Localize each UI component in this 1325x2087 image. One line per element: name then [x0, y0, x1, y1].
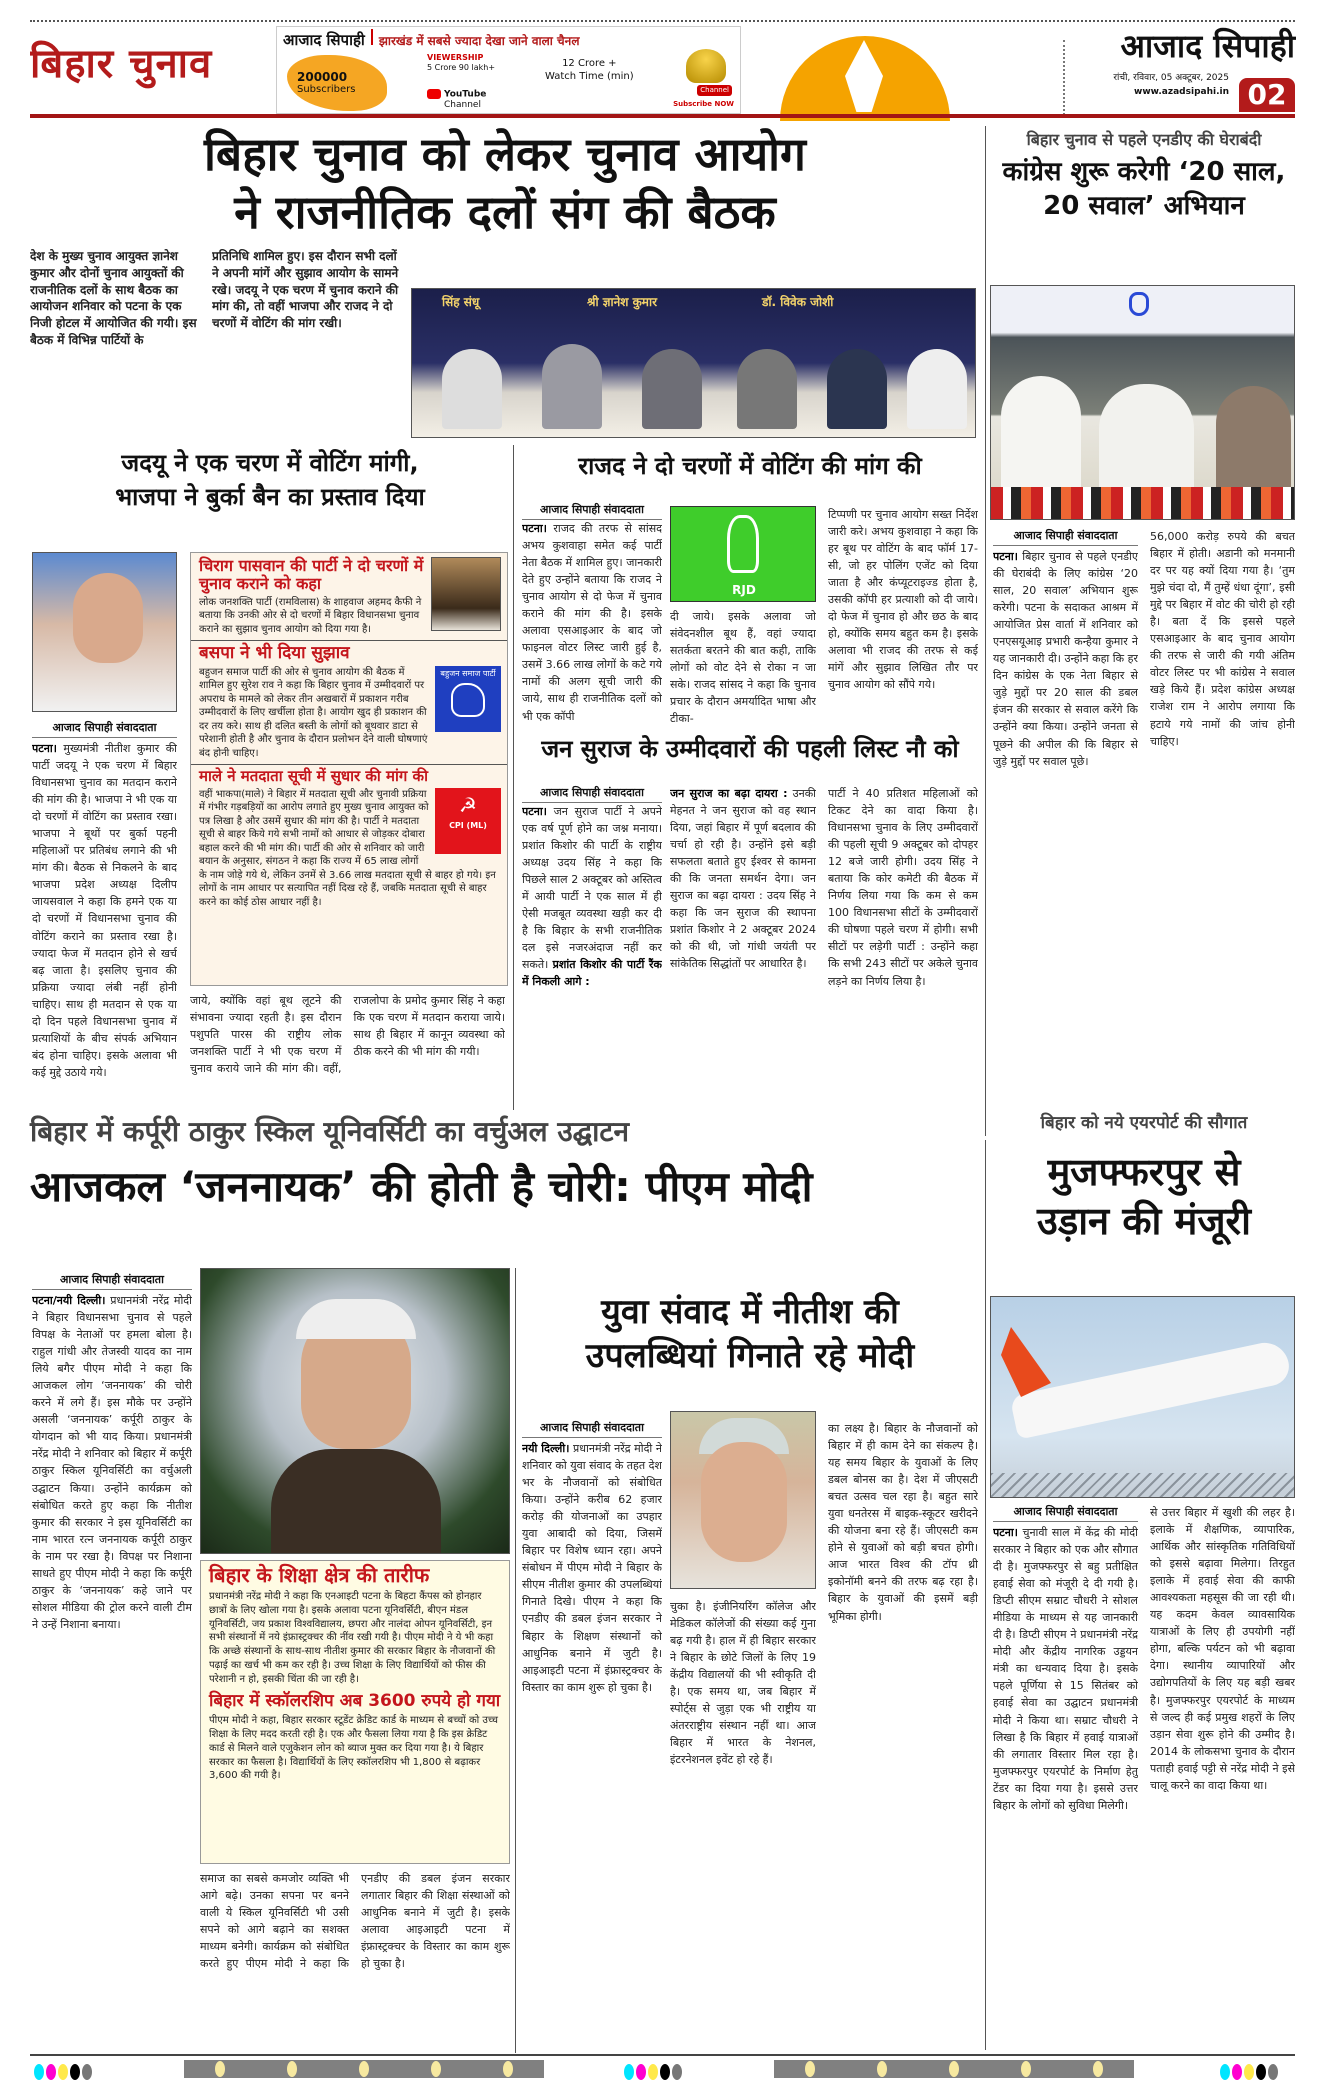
youth-body-col3: का लक्ष्य है। बिहार के नौजवानों को बिहार में ही काम देने का संकल्प है। यह समय बिहार के युवाओं के लिए डबल बोनस का है। देश में जीएसटी बचत उत्सव चल रहा है। बहुत सारे युवा धनतेरस में बाइक-स्कूटर खरीदने की योजना बना रहे हैं। जीएसटी कम होने से युवाओं को बड़ी बचत होगी। आज भारत विश्व की टॉप थ्री इकोनॉमी बनने की तरफ बढ़ रहा है। बिहार के युवाओं की इसमें बड़ी भूमिका होगी।	[828, 1422, 978, 1623]
masthead-rule	[30, 114, 1295, 118]
viewership	[427, 53, 495, 73]
jdu-byline: आजाद सिपाही संवाददाता	[32, 720, 177, 738]
footer-rule	[30, 2054, 1295, 2056]
jansuraj-col1-text: जन सुराज पार्टी ने अपने एक वर्ष पूर्ण होने का जश्न मनाया। प्रशांत किशोर की पार्टी के राष्ट्रीय अध्यक्ष उदय सिंह ने कहा कि पिछले साल 2 अक्टूबर को अस्तित्व में आयी पार्टी ने एक साल में ही ऐसी मजबूत व्यवस्था खड़ी कर दी है कि बिहार के सभी राजनीतिक दल इसे नजरअंदाज नहीं कर सकते।	[522, 805, 662, 972]
modi-kicker: बिहार में कर्पूरी ठाकुर स्किल यूनिवर्सिटी का वर्चुअल उद्घाटन	[30, 1115, 630, 1148]
chirag-paswan-photo	[431, 557, 501, 631]
airport-body-col2: से उत्तर बिहार में खुशी की लहर है। इलाके में शैक्षणिक, व्यापारिक, आर्थिक और सांस्कृतिक गतिविधियों को इससे बढ़ावा मिलेगा। तिरहुत इलाके में हवाई सेवा की काफी आवश्यकता महसूस की जा रही थी। यह कदम केवल व्यावसायिक यात्राओं के लिए ही उपयोगी नहीं होगा, बल्कि पर्यटन को भी बढ़ावा देगा। स्थानीय व्यापारियों और उद्योगपतियों के लिए यह बड़ी खबर है। मुजफ्फरपुर एयरपोर्ट के माध्यम से जल्द ही कई प्रमुख शहरों के लिए उड़ान सेवा शुरू होने की उम्मीद है। 2014 के लोकसभा चुनाव के दौरान पताही हवाई पट्टी से नरेंद्र मोदी ने इसे चालू करने का वादा किया था।	[1150, 1506, 1295, 1792]
congress-headline: कांग्रेस शुरू करेगी ‘20 साल, 20 सवाल’ अभियान	[1002, 157, 1286, 221]
rjd-logo-text: RJD	[732, 583, 756, 597]
viewership-label: VIEWERSHIP	[427, 53, 484, 62]
jdu-headline-line-2: भाजपा ने बुर्का बैन का प्रस्ताव दिया	[115, 482, 425, 511]
trophy-icon	[686, 49, 726, 83]
cpiml-hammer-sickle-logo	[435, 788, 501, 854]
airport-headline-line-1: मुजफ्फरपुर से	[1047, 1150, 1241, 1194]
subscriber-count	[297, 71, 355, 95]
viewership-value: 5 Crore 90 lakh+	[427, 63, 496, 72]
jdu-headline	[30, 447, 510, 514]
lead-intro-col2: प्रतिनिधि शामिल हुए। इस दौरान सभी दलों ने अपनी मांगें और सुझाव आयोग के सामने रखे। जदयू ने एक चरण में चुनाव कराने की मांग की, तो वहीं भाजपा और राजद ने दो चरणों में वोटिंग की मांग रखी।	[212, 249, 399, 331]
column-divider-modi	[515, 1268, 516, 2053]
column-divider-lower	[985, 1140, 986, 2050]
jansuraj-dateline: पटना।	[522, 805, 547, 818]
page-number: 02	[1239, 78, 1295, 112]
box-text-ljp: लोक जनशक्ति पार्टी (रामविलास) के शाहवाज अहमद कैफी ने बताया कि उनकी ओर से दो चरणों में बिहार विधानसभा चुनाव कराने का सुझाव चुनाव आयोग को दिया गया है।	[199, 596, 422, 635]
cpiml-logo-text: CPI (ML)	[449, 820, 487, 830]
box-text-cpiml	[199, 788, 501, 910]
box-section-ljp	[191, 553, 507, 640]
elephant-icon	[451, 683, 485, 717]
youth-headline-line-2: उपलब्धियां गिनाते रहे मोदी	[585, 1336, 915, 1377]
airport-col1-text: चुनावी साल में केंद्र की मोदी सरकार ने बिहार को एक और सौगात दी है। मुजफ्फरपुर से बहु प्रतीक्षित हवाई सेवा को मंजूरी दे दी गयी है। डिप्टी सीएम सम्राट चौधरी ने सोशल मीडिया के माध्यम से यह जानकारी दी है। डिप्टी सीएम ने प्रधानमंत्री नरेंद्र मोदी और केंद्रीय नागरिक उड्डयन मंत्री का धन्यवाद दिया है। इसके पहले पूर्णिया से 15 सितंबर को हवाई सेवा का उद्घाटन प्रधानमंत्री मोदी ने किया था। सम्राट चौधरी ने लिखा है कि बिहार में हवाई यात्राओं की लगातार विस्तार मिल रहा है। मुजफ्फरपुर एयरपोर्ट के निर्माण हेतु टेंडर का दिया गया है। इससे उत्तर बिहार के लोगों को सुविधा मिलेगी।	[993, 1526, 1138, 1812]
youth-byline: आजाद सिपाही संवाददाता	[522, 1420, 662, 1438]
scholarship-heading: बिहार में स्कॉलरशिप अब 3600 रुपये हो गया	[209, 1690, 501, 1711]
airport-dateline: पटना।	[993, 1526, 1018, 1539]
ad-tagline: झारखंड में सबसे ज्यादा देखा जाने वाला चैनल	[378, 34, 580, 48]
party-suggestions-box	[190, 552, 508, 986]
education-box	[200, 1560, 510, 1864]
jansuraj-body-col3: पार्टी ने 40 प्रतिशत महिलाओं को टिकट देने का वादा किया है। विधानसभा चुनाव के लिए उम्मीदवारों की पहली सूची 9 अक्टूबर को दोपहर 12 बजे जारी होगी। उदय सिंह ने बताया कि कोर कमेटी की बैठक में निर्णय लिया गया कि कम से कम 100 विधानसभा सीटों के उम्मीदवारों की घोषणा पहले चरण में होगी। सभी सीटों पर लड़ेगी पार्टी : उन्होंने कहा कि सभी 243 सीटों पर अकेले चुनाव लड़ने का निर्णय लिया है।	[828, 787, 978, 988]
election-commission-meeting-photo	[411, 288, 976, 438]
airport-headline	[993, 1148, 1295, 1247]
rjd-byline: आजाद सिपाही संवाददाता	[522, 502, 662, 520]
registration-bar-left	[184, 2060, 544, 2078]
congress-body-col2: 56,000 करोड़ रुपये की बचत बिहार में होती। अडानी को मनमानी दर पर यह क्यों दिया गया है। ‘तुम मुझे चंदा दो, मैं तुम्हें धंधा दूंगा’, इसी मुद्दे पर बिहार में वोट की चोरी हो रही है। बता दें कि इससे पहले एसआइआर के बाद चुनाव आयोग की तरफ से जारी की गयी अंतिम वोटर लिस्ट पर भी कांग्रेस ने सवाल खड़े किये हैं। प्रदेश कांग्रेस अध्यक्ष राजेश राम ने आरोप लगाया कि हटाये गये नामों की जांच होनी चाहिए।	[1150, 530, 1295, 748]
hammer-sickle-icon: ☭	[459, 792, 477, 817]
youth-body-col2: चुका है। इंजीनियरिंग कॉलेज और मेडिकल कॉलेजों की संख्या कई गुना बढ़ गयी है। हाल में ही बिहार सरकार ने बिहार के छोटे जिलों के लिए 19 केंद्रीय विद्यालयों की भी स्वीकृति दी है। एक समय था, जब बिहार में स्पोर्ट्स से जुड़ा एक भी राष्ट्रीय या अंतरराष्ट्रीय संस्थान नहीं था। आज बिहार में भारत के नेशनल, इंटरनेशनल इवेंट हो रहे हैं।	[670, 1600, 816, 1767]
photo-caption-2: श्री ज्ञानेश कुमार	[587, 295, 657, 309]
cmyk-marks-left	[34, 2064, 92, 2080]
jansuraj-col2-text: उनकी मेहनत ने जन सुराज को वह स्थान दिया, जहां बिहार में पूर्ण बदलाव की चर्चा हो रही है। उन्होंने इसे बड़ी सफलता बताते हुए ईश्वर से कामना की कि जनता समर्थन देगा। जन सुराज का बढ़ा दायरा : उदय सिंह ने कहा कि जन सुराज की स्थापना प्रशांत किशोर ने 2 अक्टूबर 2024 को की थी, जो गांधी जयंती पर सांकेतिक सिद्धांतों पर आधारित है।	[670, 787, 816, 971]
box-section-bsp	[191, 641, 507, 764]
jdu-headline-line-1: जदयू ने एक चरण में वोटिंग मांगी,	[121, 449, 419, 477]
jdu-body-text: मुख्यमंत्री नीतीश कुमार की पार्टी जदयू ने एक चरण में बिहार विधानसभा चुनाव का मतदान कराने की मांग की है। भाजपा ने भी एक या दो चरणों में वोटिंग का प्रस्ताव रखा। भाजपा ने बूथों पर बुर्का पहनी महिलाओं पर प्रतिबंध लगाने की भी मांग की। बैठक से निकलने के बाद भाजपा प्रदेश अध्यक्ष दिलीप जायसवाल ने कहा कि हमने एक या दो चरणों में विधानसभा चुनाव की वोटिंग कराने का प्रस्ताव रखा है। ज्यादा फेज में मतदान होने से खर्च बढ़ जाता है। इसलिए चुनाव की प्रक्रिया ज्यादा लंबी नहीं होनी चाहिए। साथ ही मतदान से एक या दो दिन पहले विधानसभा चुनाव में प्रत्याशियों के बीच संपर्क अभियान बंद होना चाहिए। इसके अलावा भी कई मुद्दे उठाये गये।	[32, 742, 177, 1079]
watch-time-value: 12 Crore +	[562, 58, 617, 69]
ad-header	[283, 29, 734, 50]
rjd-body-col3: टिप्पणी पर चुनाव आयोग सख्त निर्देश जारी करे। अभय कुशवाहा ने कहा कि हर बूथ पर वोटिंग के बाद फॉर्म 17-सी, जो हर पोलिंग एजेंट को दिया जाता है और कंप्यूटराइज्ड होता है, उसकी कॉपी हर प्रत्याशी को दी जाये। दो फेज में चुनाव हो और छठ के बाद हो, क्योंकि समय बहुत कम है। इसके अलावा भी राजद की तरफ से कई मांगें और सुझाव लिखित तौर पर चुनाव आयोग को सौंपे गये।	[828, 508, 978, 692]
box-section-cpiml	[191, 765, 507, 913]
congress-body-col1	[993, 548, 1138, 1128]
channel-badge: Channel	[697, 85, 732, 96]
masthead-divider	[1063, 40, 1065, 115]
date-text: रांची, रविवार, 05 अक्टूबर, 2025	[1113, 73, 1229, 83]
modi-tail: समाज का सबसे कमजोर व्यक्ति भी आगे बढ़े। उनका सपना पर बनने वाली ये स्किल यूनिवर्सिटी भी उसी सपने को आगे बढ़ाने का सशक्त माध्यम बनेगी। कार्यक्रम को संबोधित करते हुए पीएम मोदी ने कहा कि एनडीए की डबल इंजन सरकार लगातार बिहार की शिक्षा संस्थाओं को आधुनिक बनाने में जुटी है। इसके अलावा आइआइटी पटना में इंफ्रास्ट्रक्चर के विस्तार का काम शुरू हो चुका है।	[200, 1872, 510, 1971]
box-text-bsp: बहुजन समाज पार्टी की ओर से चुनाव आयोग की बैठक में शामिल हुए सुरेश राव ने कहा कि बिहार चुनाव में उम्मीदवारों पर अपराध के मामले को लेकर तीन अखबारों में प्रकाशन गरीब उम्मीदवारों के लिए खर्चीला होता है। आयोग खुद ही प्रकाशन की दर तय करे। साथ ही दलित बस्ती के लोगों को बूथवार डाटा से परेशानी होती है और चुनाव के दौरान प्रलोभन देने वाली घोषणाएं बंद होनी चाहिए।	[199, 666, 428, 759]
youth-dateline: नयी दिल्ली।	[522, 1442, 570, 1455]
airport-kicker: बिहार को नये एयरपोर्ट की सौगात	[1040, 1113, 1248, 1133]
ad-separator	[371, 29, 373, 45]
rjd-headline: राजद ने दो चरणों में वोटिंग की मांग की	[578, 452, 922, 480]
lantern-icon	[727, 515, 759, 573]
modi-dateline: पटना/नयी दिल्ली।	[32, 1294, 106, 1307]
congress-col1-text: बिहार चुनाव से पहले एनडीए की घेराबंदी के लिए कांग्रेस ‘20 साल, 20 सवाल’ अभियान शुरू करेगी। पटना के सदाकत आश्रम में आयोजित प्रेस वार्ता में शनिवार को एनएसयूआइ प्रभारी कन्हैया कुमार ने यह जानकारी दी। उन्होंने कहा कि हर दिन कांग्रेस के एक नेता बिहार से जुड़े मुद्दों पर 20 साल की डबल इंजन की सरकार से सवाल करेंगे कि उन्होंने क्या किया। उन्होंने जनता से पूछने की अपील की कि बिहार से जुड़े मुद्दों पर सवाल पूछे।	[993, 550, 1138, 768]
watch-time	[545, 57, 634, 83]
ad-brand: आजाद सिपाही	[283, 31, 365, 49]
rjd-body-col2: दी जाये। इसके अलावा जो संवेदनशील बूथ हैं, वहां ज्यादा सतर्कता बरतने की बात कही, ताकि लोगों को वोट देने से रोका न जा सके। राजद सांसद ने कहा कि चुनाव प्रचार के दौरान अमर्यादित भाषा और टीका-	[670, 610, 816, 726]
subscriber-number: 200000	[297, 70, 348, 84]
pm-modi-photo	[200, 1268, 510, 1554]
bsp-logo-text: बहुजन समाज पार्टी	[440, 668, 496, 678]
jansuraj-subhead-1: जन सुराज का बढ़ा दायरा :	[670, 787, 788, 800]
congress-dateline: पटना।	[993, 550, 1018, 563]
youth-headline-line-1: युवा संवाद में नीतीश की	[601, 1292, 899, 1332]
lead-headline	[30, 126, 980, 241]
nitish-kumar-photo	[32, 552, 177, 712]
jdu-dateline: पटना।	[32, 742, 57, 755]
cpiml-text: वहीं भाकपा(माले) ने बिहार में मतदाता सूची और चुनावी प्रक्रिया में गंभीर गड़बड़ियों का आरोप लगाते हुए मुख्य चुनाव आयुक्त को पत्र लिखा है और उसमें सुधार की मांग की है। पार्टी ने मतदाता सूची से बाहर किये गये सभी नामों को आधार से जोड़कर दोबारा बहाल करने की भी मांग की। पार्टी की ओर से शनिवार को जारी बयान के अनुसार, संगठन ने कहा कि राज्य में 65 लाख लोगों के नाम जोड़े गये थे, लेकिन उनमें से 3.66 लाख मतदाता सूची से बाहर हो गये। इन लोगों के नाम आधार पर सत्यापित नहीं दिख रहे हैं, जबकि मतदाता सूची से बाहर करने का कोई ठोस आधार नहीं है।	[199, 788, 496, 908]
youth-body-col1	[522, 1440, 662, 2052]
microphone-icon	[1129, 292, 1149, 316]
cmyk-marks-center	[624, 2064, 682, 2080]
modi-body	[32, 1292, 192, 2052]
jdu-tail: जाये, क्योंकि वहां बूथ लूटने की संभावना ज्यादा रहती है। इस दौरान पशुपति पारस की राष्ट्रीय लोक जनशक्ति पार्टी ने भी एक चरण में चुनाव कराये जाने की मांग की। वहीं, राजलोपा के प्रमोद कुमार सिंह ने कहा कि एक चरण में मतदान कराया जाये। साथ ही बिहार में कानून व्यवस्था को ठीक करने की भी मांग की गयी।	[190, 994, 505, 1076]
airport-headline-line-2: उड़ान की मंजूरी	[1037, 1199, 1251, 1244]
dateline	[1069, 72, 1229, 99]
lead-headline-line-1: बिहार चुनाव को लेकर चुनाव आयोग	[204, 127, 806, 181]
airport-byline: आजाद सिपाही संवाददाता	[993, 1504, 1138, 1522]
column-divider-mid	[513, 445, 514, 1110]
subscribe-now[interactable]: Subscribe NOW	[673, 100, 734, 108]
subscriber-label: Subscribers	[297, 84, 356, 96]
section-title: बिहार चुनाव	[30, 41, 213, 87]
bsp-elephant-logo	[435, 666, 501, 732]
lead-intro-col1: देश के मुख्य चुनाव आयुक्त ज्ञानेश कुमार और दोनों चुनाव आयुक्तों की राजनीतिक दलों के साथ बैठक का आयोजन शनिवार को पटना के एक निजी होटल में आयोजित की गयी। इस बैठक में विभिन्न पार्टियों के	[30, 249, 197, 347]
newspaper-brand: आजाद सिपाही	[1120, 27, 1295, 65]
congress-kicker: बिहार चुनाव से पहले एनडीए की घेराबंदी	[1026, 130, 1262, 149]
youtube-text: YouTube	[444, 89, 487, 100]
youtube-sub: Channel	[444, 100, 481, 111]
jansuraj-body-col1	[522, 803, 662, 1108]
modi-body-text: प्रधानमंत्री नरेंद्र मोदी ने बिहार विधानसभा चुनाव से पहले विपक्ष के नेताओं पर हमला बोला है। राहुल गांधी और तेजस्वी यादव का नाम लिये बगैर पीएम मोदी ने कहा कि आजकल लोग ‘जननायक’ की चोरी करने में लगे हैं। इस मौके पर उन्होंने असली ‘जननायक’ कर्पूरी ठाकुर के योगदान को भी याद किया। प्रधानमंत्री नरेंद्र मोदी ने शनिवार को बिहार में कर्पूरी ठाकुर स्किल यूनिवर्सिटी का वर्चुअली उद्घाटन किया। उन्होंने कार्यक्रम को संबोधित करते हुए कहा कि नीतीश कुमार की सरकार ने इस यूनिवर्सिटी का नाम भारत रत्न जननायक कर्पूरी ठाकुर के नाम पर रखा है। विपक्ष पर निशाना साधते हुए पीएम मोदी ने कहा कि कर्पूरी ठाकुर के ‘जननायक’ कहे जाने पर सोशल मीडिया की ट्रोल करने वाली टीम ने उन्हें निशाना बनाया।	[32, 1294, 192, 1631]
youth-headline	[520, 1290, 980, 1378]
rjd-col1-text: राजद की तरफ से सांसद अभय कुशवाहा समेत कई पार्टी नेता बैठक में शामिल हुए। जानकारी देते हुए उन्होंने बताया कि राजद ने चुनाव आयोग से दो फेज में चुनाव कराने की मांग की है। इसके अलावा एसआइआर के बाद जो फाइनल वोटर लिस्ट जारी हुई है, उसमें 3.66 लाख लोगों के कटे गये नामों की अलग सूची जारी की जाये, साथ ही राजनीतिक दलों को भी एक कॉपी	[522, 522, 662, 723]
youtube-channel-ad[interactable]	[276, 26, 741, 114]
jansuraj-subhead: प्रशांत किशोर की पार्टी रैंक में निकली आगे :	[522, 958, 662, 989]
registration-bar-right	[774, 2060, 1134, 2078]
box-heading-bsp: बसपा ने भी दिया सुझाव	[199, 643, 350, 664]
column-divider	[985, 126, 986, 1136]
rjd-dateline: पटना।	[522, 522, 547, 535]
youtube-icon	[427, 89, 441, 99]
rjd-body-col1	[522, 520, 662, 725]
modi-byline: आजाद सिपाही संवाददाता	[32, 1272, 192, 1290]
box-heading-cpiml: माले ने मतदाता सूची में सुधार की मांग की	[199, 767, 428, 786]
top-dotted-rule	[30, 20, 1295, 22]
photo-caption-3: डॉ. विवेक जोशी	[762, 295, 834, 309]
airport-body-col1	[993, 1524, 1138, 2052]
website-link[interactable]: www.azadsipahi.in	[1134, 86, 1229, 97]
youth-col1-text: प्रधानमंत्री नरेंद्र मोदी ने शनिवार को युवा संवाद के तहत देश भर के नौजवानों को संबोधित किया। उन्होंने करीब 62 हजार करोड़ की योजनाओं का उपहार युवा आबादी को दिया, जिसमें बिहार पर विशेष ध्यान रहा। अपने संबोधन में पीएम मोदी ने बिहार के सीएम नीतीश कुमार की उपलब्धियां गिनाते दिखे। पीएम ने कहा कि एनडीए की डबल इंजन सरकार ने बिहार के शिक्षण संस्थानों को आधुनिक बनाने में जुटी है। आइआइटी पटना में इंफ्रास्ट्रक्चर के विस्तार का काम शुरू हो चुका है।	[522, 1442, 662, 1694]
rjd-lantern-logo	[670, 506, 816, 602]
education-box-heading: बिहार के शिक्षा क्षेत्र की तारीफ	[209, 1563, 430, 1587]
lead-headline-line-2: ने राजनीतिक दलों संग की बैठक	[234, 184, 776, 239]
watch-time-label: Watch Time (min)	[545, 71, 634, 82]
congress-press-conference-photo	[990, 285, 1295, 520]
youtube-label	[427, 89, 486, 111]
photo-caption-1: सिंह संधू	[442, 295, 480, 309]
congress-byline: आजाद सिपाही संवाददाता	[993, 528, 1138, 546]
cmyk-marks-right	[1220, 2064, 1278, 2080]
education-box-text: प्रधानमंत्री नरेंद्र मोदी ने कहा कि एनआइटी पटना के बिहटा कैंपस को होनहार छात्रों के लिए खोला गया है। इसके अलावा पटना यूनिवर्सिटी, बीएन मंडल यूनिवर्सिटी, जय प्रकाश विश्वविद्यालय, छपरा और नालंदा ओपन यूनिवर्सिटी, इन सभी संस्थानों में नये इंफ्रास्ट्रक्चर की नींव रखी गयी है। पीएम मोदी ने ये भी कहा कि अच्छे संस्थानों के साथ-साथ नीतीश कुमार की सरकार बिहार के नौजवानों की पढ़ाई का खर्च भी कम कर रही है। उच्च शिक्षा के लिए विद्यार्थियों को फीस की परेशानी न हो, इसकी चिंता की जा रही है।	[209, 1591, 496, 1685]
jansuraj-headline: जन सुराज के उम्मीदवारों की पहली लिस्ट नौ को	[541, 735, 959, 763]
air-india-plane-photo	[990, 1296, 1295, 1498]
modi-headline: आजकल ‘जननायक’ की होती है चोरी: पीएम मोदी	[30, 1162, 813, 1211]
scholarship-text: पीएम मोदी ने कहा, बिहार सरकार स्टूडेंट क्रेडिट कार्ड के माध्यम से बच्चों को उच्च शिक्षा के लिए मदद करती रही है। एक और फैसला लिया गया है कि इस क्रेडिट कार्ड से मिलने वाले एजुकेशन लोन को ब्याज मुक्त कर दिया गया है। ये बिहार सरकार का फैसला है। विद्यार्थियों के लिए स्कॉलरशिप भी 1,800 से बढ़ाकर 3,600 की गयी है।	[209, 1715, 499, 1782]
box-heading-ljp: चिराग पासवान की पार्टी ने दो चरणों में चुनाव कराने को कहा	[199, 556, 424, 594]
jansuraj-body-col2	[670, 785, 816, 1108]
jdu-body	[32, 740, 177, 1110]
nitish-kumar-youth-photo	[670, 1411, 816, 1589]
jansuraj-byline: आजाद सिपाही संवाददाता	[522, 785, 662, 803]
